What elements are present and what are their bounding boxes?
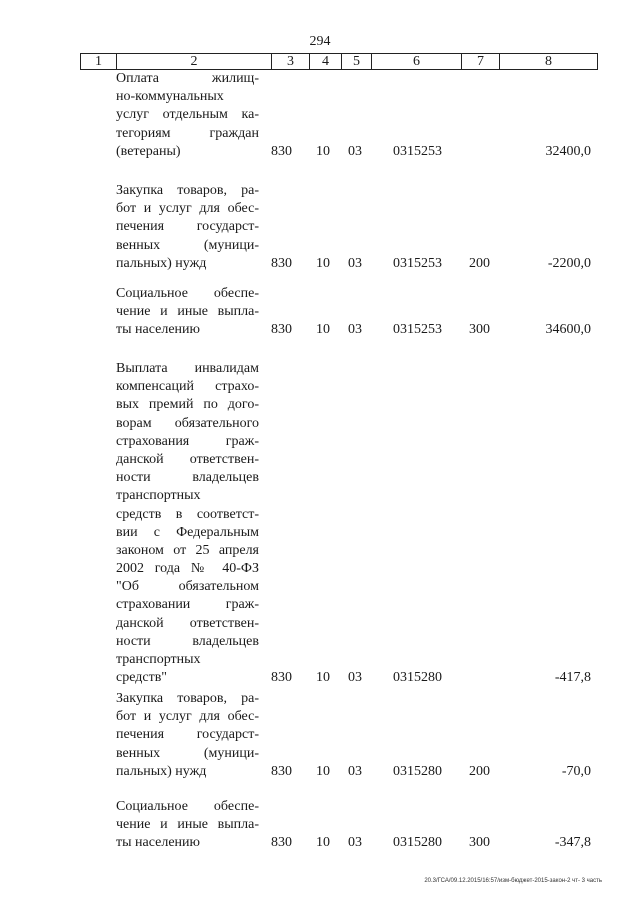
description-line: ты населению: [116, 835, 200, 851]
description-line: Социальное обеспе-: [116, 286, 259, 301]
description-line: пальных) нужд: [116, 255, 207, 271]
description-line: венных (муници-: [116, 745, 259, 761]
row-c8-value: -70,0: [561, 763, 591, 779]
description-line: чение и иные выпла-: [116, 817, 259, 833]
description-line: Закупка товаров, ра-: [116, 183, 259, 198]
row-c5-value: 03: [348, 835, 362, 851]
description-line: компенсаций страхо-: [116, 379, 259, 395]
description-line: пальных) нужд: [116, 763, 207, 779]
description-line: тегориям граждан: [116, 125, 259, 141]
row-c5-value: 03: [348, 255, 362, 271]
row-c8-value: 34600,0: [545, 322, 591, 338]
row-description: [116, 70, 259, 161]
document-footer: 20.3/ГСА/09.12.2015/16:57/изм-бюджет-2015-закон-2 чт- 3 часть: [424, 878, 602, 884]
header-col-3: 3: [272, 54, 310, 69]
row-c5-value: 03: [348, 670, 362, 686]
row-c6-value: 0315253: [393, 143, 442, 159]
row-c6-value: 0315280: [393, 835, 442, 851]
description-line: страховании граж-: [116, 597, 259, 613]
row-c5-value: 03: [348, 143, 362, 159]
row-c4-value: 10: [316, 322, 330, 338]
description-line: транспортных: [116, 488, 201, 504]
description-line: ворам обязательного: [116, 415, 259, 431]
description-line: вии с Федеральным: [116, 524, 259, 540]
row-c7-value: 300: [469, 322, 490, 338]
description-line: транспортных: [116, 652, 201, 667]
row-c8-value: -2200,0: [547, 255, 591, 271]
row-c3-value: 830: [271, 322, 292, 338]
row-c3-value: 830: [271, 670, 292, 686]
description-line: бот и услуг для обес-: [116, 709, 259, 725]
description-line: печения государст-: [116, 219, 259, 235]
row-c8-value: 32400,0: [545, 143, 591, 159]
row-c6-value: 0315253: [393, 322, 442, 338]
description-line: страхования граж-: [116, 433, 259, 449]
header-col-4: 4: [310, 54, 342, 69]
row-description: [116, 690, 259, 781]
row-c5-value: 03: [348, 763, 362, 779]
row-c6-value: 0315280: [393, 763, 442, 779]
description-line: данской ответствен-: [116, 451, 259, 467]
description-line: чение и иные выпла-: [116, 304, 259, 320]
description-line: бот и услуг для обес-: [116, 201, 259, 217]
row-description: [116, 360, 259, 687]
description-line: ности владельцев: [116, 470, 259, 486]
row-c8-value: -417,8: [554, 670, 591, 686]
header-col-5: 5: [342, 54, 372, 69]
description-line: вых премий по дого-: [116, 397, 259, 413]
row-c6-value: 0315280: [393, 670, 442, 686]
row-description: [116, 182, 259, 273]
row-c6-value: 0315253: [393, 255, 442, 271]
header-col-7: 7: [462, 54, 500, 69]
description-line: средств в соответст-: [116, 506, 259, 522]
description-line: "Об обязательном: [116, 579, 259, 595]
header-col-2: 2: [117, 54, 272, 69]
description-line: печения государст-: [116, 727, 259, 743]
description-line: услуг отдельным ка-: [116, 107, 259, 123]
row-c7-value: 200: [469, 763, 490, 779]
row-c7-value: 300: [469, 835, 490, 851]
row-description: [116, 285, 259, 340]
page-number: 294: [309, 34, 331, 49]
row-c4-value: 10: [316, 143, 330, 159]
row-c3-value: 830: [271, 143, 292, 159]
row-c3-value: 830: [271, 835, 292, 851]
description-line: Социальное обеспе-: [116, 799, 259, 814]
header-col-6: 6: [372, 54, 462, 69]
description-line: средств": [116, 670, 168, 686]
description-line: законом от 25 апреля: [116, 542, 259, 558]
description-line: Оплата жилищ-: [116, 71, 259, 86]
row-c3-value: 830: [271, 255, 292, 271]
description-line: данской ответствен-: [116, 615, 259, 631]
header-col-1: 1: [81, 54, 117, 69]
row-c4-value: 10: [316, 255, 330, 271]
row-c4-value: 10: [316, 670, 330, 686]
description-line: но-коммунальных: [116, 89, 224, 105]
description-line: ности владельцев: [116, 633, 259, 649]
description-line: (ветераны): [116, 143, 181, 159]
description-line: 2002 года № 40-ФЗ: [116, 561, 259, 577]
description-line: венных (муници-: [116, 237, 259, 253]
row-c4-value: 10: [316, 835, 330, 851]
row-c4-value: 10: [316, 763, 330, 779]
row-c5-value: 03: [348, 322, 362, 338]
row-c3-value: 830: [271, 763, 292, 779]
header-col-8: 8: [545, 54, 552, 69]
row-c8-value: -347,8: [554, 835, 591, 851]
description-line: Закупка товаров, ра-: [116, 691, 259, 706]
description-line: Выплата инвалидам: [116, 361, 259, 376]
description-line: ты населению: [116, 322, 200, 338]
row-description: [116, 798, 259, 853]
row-c7-value: 200: [469, 255, 490, 271]
